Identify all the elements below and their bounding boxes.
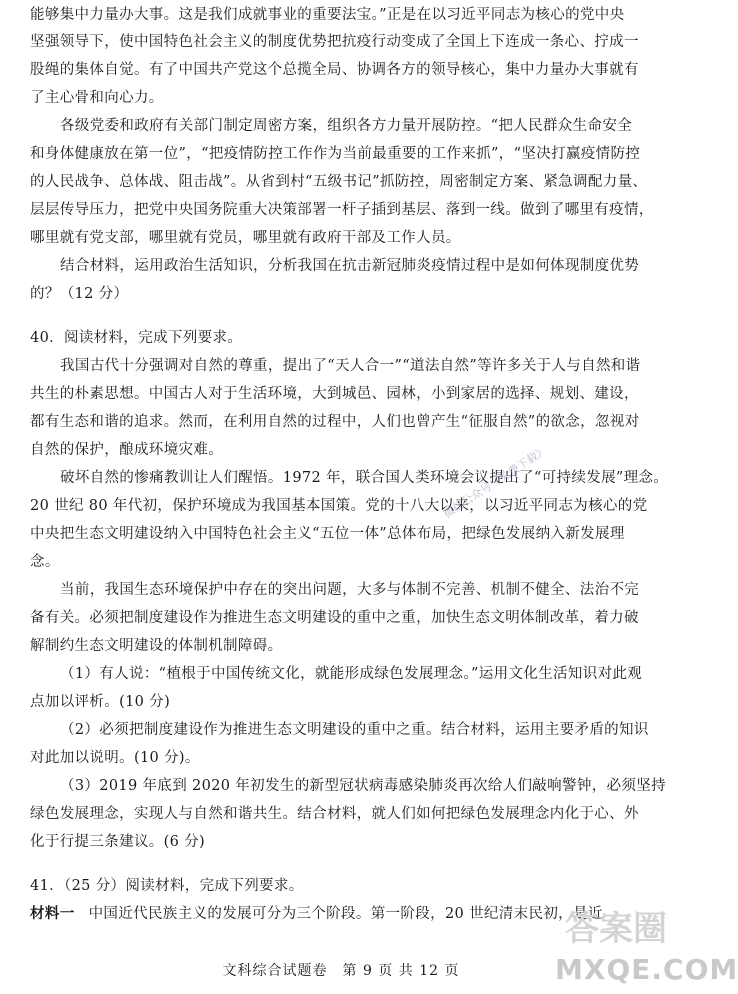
text-line: 的人民战争、总体战、阻击战”。从省到村“五级书记”抓防控，周密制定方案、紧急调配力量、: [30, 174, 648, 190]
text-line: 坚强领导下，使中国特色社会主义的制度优势把抗疫行动变成了全国上下连成一条心、拧成一: [30, 34, 639, 50]
sub-question-2: 对此加以说明。(10 分)。: [30, 750, 200, 766]
sub-question-1: （1）有人说：“植根于中国传统文化，就能形成绿色发展理念。”运用文化生活知识对此观: [60, 666, 643, 682]
sub-question-3: 化于行提三条建议。(6 分): [30, 834, 206, 850]
text-line: 我国古代十分强调对自然的尊重，提出了“天人合一”“道法自然”等许多关于人与自然和谐: [60, 358, 641, 374]
text-line: 和身体健康放在第一位”，“把疫情防控工作作为当前最重要的工作来抓”，“坚决打赢疫情防控: [30, 146, 641, 162]
sub-question-2: （2）必须把制度建设作为推进生态文明建设的重中之重。结合材料，运用主要矛盾的知识: [60, 722, 649, 738]
text-line: 能够集中力量办大事。这是我们成就事业的重要法宝。”正是在以习近平同志为核心的党中央: [30, 7, 625, 23]
watermark-text: 微信公众号《免费下载》: [441, 443, 550, 521]
question-40-heading: 40．阅读材料，完成下列要求。: [30, 330, 243, 346]
text-line: 解制约生态文明建设的体制机制障碍。: [30, 638, 283, 654]
text-line: 层层传导压力，把党中央国务院重大决策部署一杆子插到基层、落到一线。做到了哪里有疫情，: [30, 202, 654, 218]
question-prompt: 的？（12 分）: [30, 286, 129, 302]
text-line: 都有生态和谐的追求。然而，在利用自然的过程中，人们也曾产生“征服自然”的欲念，忽视对: [30, 414, 640, 430]
material-label: 材料一: [30, 905, 75, 922]
text-line: 哪里就有党支部，哪里就有党员，哪里就有政府干部及工作人员。: [30, 230, 461, 246]
text-line: 备有关。必须把制度建设作为推进生态文明建设的重中之重，加快生态文明体制改革，着力破: [30, 610, 639, 626]
sub-question-1: 点加以评析。(10 分): [30, 694, 171, 710]
text-line: 共生的朴素思想。中国古人对于生活环境，大到城邑、园林，小到家居的选择、规划、建设，: [30, 386, 639, 402]
sub-question-3: （3）2019 年底到 2020 年初发生的新型冠状病毒感染肺炎再次给人们敲响警钟，必须坚持: [60, 778, 666, 794]
text-line: 各级党委和政府有关部门制定周密方案，组织各方力量开展防控。“把人民群众生命安全: [60, 118, 633, 134]
text-line: 自然的保护，酿成环境灾难。: [30, 442, 224, 458]
logo-bottom-text: MXQE.COM: [555, 953, 738, 986]
text-line: 股绳的集体自觉。有了中国共产党这个总揽全局、协调各方的领导核心，集中力量办大事就有: [30, 62, 639, 78]
logo-top-text: 答案圈: [565, 909, 667, 949]
site-logo: [545, 895, 738, 986]
question-41-heading: 41．（25 分）阅读材料，完成下列要求。: [30, 878, 304, 894]
page-footer: 文科综合试题卷 第 9 页 共 12 页: [222, 963, 460, 979]
text-line: 20 世纪 80 年代初，保护环境成为我国基本国策。党的十八大以来，以习近平同志为核心的党: [30, 498, 648, 514]
sub-question-3: 绿色发展理念，实现人与自然和谐共生。结合材料，就人们如何把绿色发展理念内化于心、外: [30, 806, 639, 822]
material-text: 中国近代民族主义的发展可分为三个阶段。第一阶段，20 世纪清末民初，是近: [88, 906, 603, 922]
text-line: 念。: [30, 554, 60, 570]
text-line: 了主心骨和向心力。: [30, 90, 164, 106]
text-line: 中央把生态文明建设纳入中国特色社会主义“五位一体”总体布局，把绿色发展纳入新发展理: [30, 526, 625, 542]
text-line: 破坏自然的惨痛教训让人们醒悟。1972 年，联合国人类环境会议提出了“可持续发展”理念。: [60, 470, 669, 486]
question-prompt: 结合材料，运用政治生活知识，分析我国在抗击新冠肺炎疫情过程中是如何体现制度优势: [60, 258, 640, 274]
text-line: 当前，我国生态环境保护中存在的突出问题，大多与体制不完善、机制不健全、法治不完: [60, 582, 640, 598]
